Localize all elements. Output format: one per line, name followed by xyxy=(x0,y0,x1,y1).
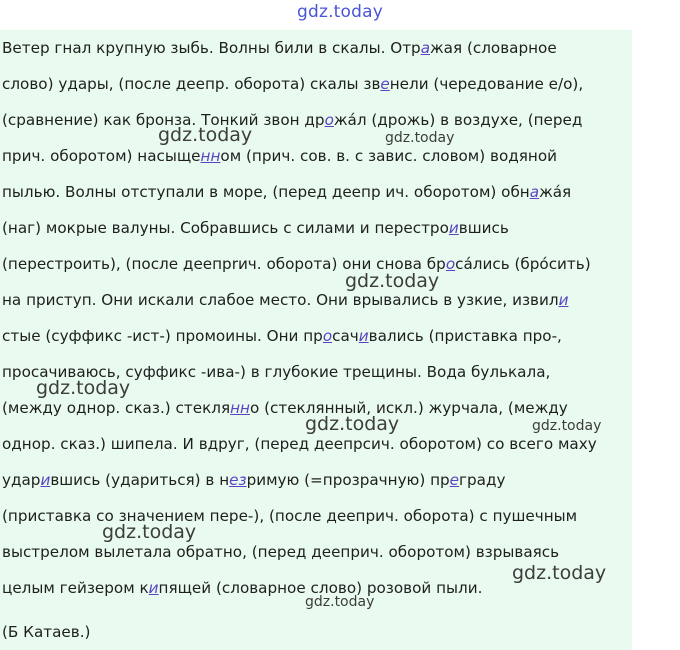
text-line-4 xyxy=(2,146,557,166)
line-segment: просачиваюсь, суффикс -ива-) в глубокие трещины. Вода булькала, xyxy=(2,363,551,381)
text-line-16 xyxy=(2,578,482,598)
line-segment: прич. оборотом) насыще xyxy=(2,147,201,165)
text-line-9 xyxy=(2,326,562,346)
watermark-text: gdz.today xyxy=(158,124,253,146)
line-segment: римую (=прозрачную) пр xyxy=(246,471,450,489)
line-segment: удар xyxy=(2,471,41,489)
line-segment: нели (чередование е/о), xyxy=(389,75,584,93)
line-segment: стые (суффикс -ист-) промоины. Они пр xyxy=(2,327,323,345)
line-segment: жа́л (дрожь) в воздухе, (перед xyxy=(333,111,583,129)
highlighted-letter: а xyxy=(529,183,540,201)
text-line-13 xyxy=(2,470,505,490)
text-line-5 xyxy=(2,182,571,202)
highlighted-letter: и xyxy=(40,471,51,489)
line-segment: целым гейзером к xyxy=(2,579,149,597)
line-segment: (наг) мокрые валуны. Собравшись с силами и перестро xyxy=(2,219,449,237)
text-line-17 xyxy=(2,622,90,642)
line-segment: (между однор. сказ.) стекля xyxy=(2,399,231,417)
line-segment: жая (словарное xyxy=(430,39,557,57)
highlighted-letter: ез xyxy=(229,471,247,489)
highlighted-letter: о xyxy=(324,111,334,129)
line-segment: о (стеклянный, искл.) журчала, (между xyxy=(249,399,568,417)
text-line-6 xyxy=(2,218,509,238)
text-line-14 xyxy=(2,506,577,526)
highlighted-letter: нн xyxy=(230,399,250,417)
highlighted-letter: и xyxy=(358,327,369,345)
highlighted-letter: нн xyxy=(200,147,221,165)
highlighted-letter: о xyxy=(322,327,333,345)
site-watermark-header: gdz.today xyxy=(296,2,384,22)
line-segment: вшись (удариться) в н xyxy=(50,471,230,489)
line-segment: пылью. Волны отступали в море, (перед деепр ич. оборотом) обн xyxy=(2,183,530,201)
text-line-8 xyxy=(2,290,568,310)
line-segment: выстрелом вылетала обратно, (перед дееприч. оборотом) взрываясь xyxy=(2,543,560,561)
watermark-text: gdz.today xyxy=(532,418,602,434)
line-segment: ом (прич. сов. в. с завис. словом) водяной xyxy=(220,147,557,165)
highlighted-letter: и xyxy=(148,579,159,597)
highlighted-letter: и xyxy=(448,219,459,237)
highlighted-letter: а xyxy=(420,39,430,57)
line-segment: вались (приставка про-, xyxy=(368,327,562,345)
line-segment: вшись xyxy=(458,219,509,237)
line-segment: (сравнение) как бронза. Тонкий звон др xyxy=(2,111,325,129)
watermark-text: gdz.today xyxy=(305,594,375,610)
watermark-text: gdz.today xyxy=(345,270,440,292)
line-segment: (приставка со значением пере-), (после дееприч. оборота) с пушечным xyxy=(2,507,578,525)
highlighted-letter: о xyxy=(445,255,456,273)
line-segment: сач xyxy=(332,327,359,345)
text-line-11 xyxy=(2,398,568,418)
line-segment: жа́я xyxy=(539,183,572,201)
text-line-12 xyxy=(2,434,597,454)
watermark-text: gdz.today xyxy=(102,521,197,543)
line-segment: (Б Катаев.) xyxy=(2,623,91,641)
line-segment: слово) удары, (после деепр. оборота) скалы зв xyxy=(2,75,381,93)
line-segment: са́лись (бро́сить) xyxy=(455,255,591,273)
highlighted-letter: е xyxy=(380,75,390,93)
text-line-15 xyxy=(2,542,559,562)
line-segment: на приступ. Они искали слабое место. Они врывались в узкие, извил xyxy=(2,291,559,309)
line-segment: (перестроить), (после деепрrич. оборота) они снова бр xyxy=(2,255,446,273)
line-segment: однор. сказ.) шипела. И вдруг, (перед деепрcич. оборотом) со всего маху xyxy=(2,435,597,453)
line-segment: пящей (словарное слово) розовой пыли. xyxy=(158,579,483,597)
text-line-3 xyxy=(2,110,582,130)
text-line-7 xyxy=(2,254,591,274)
watermark-text: gdz.today xyxy=(385,130,455,146)
watermark-text: gdz.today xyxy=(512,562,607,584)
line-segment: граду xyxy=(459,471,506,489)
highlighted-letter: е xyxy=(449,471,460,489)
text-line-2 xyxy=(2,74,583,94)
watermark-text: gdz.today xyxy=(305,413,400,435)
text-line-1 xyxy=(2,38,557,58)
highlighted-letter: и xyxy=(558,291,569,309)
line-segment: Ветер гнал крупную зыбь. Волны били в скалы. Отр xyxy=(2,39,421,57)
watermark-text: gdz.today xyxy=(36,377,131,399)
